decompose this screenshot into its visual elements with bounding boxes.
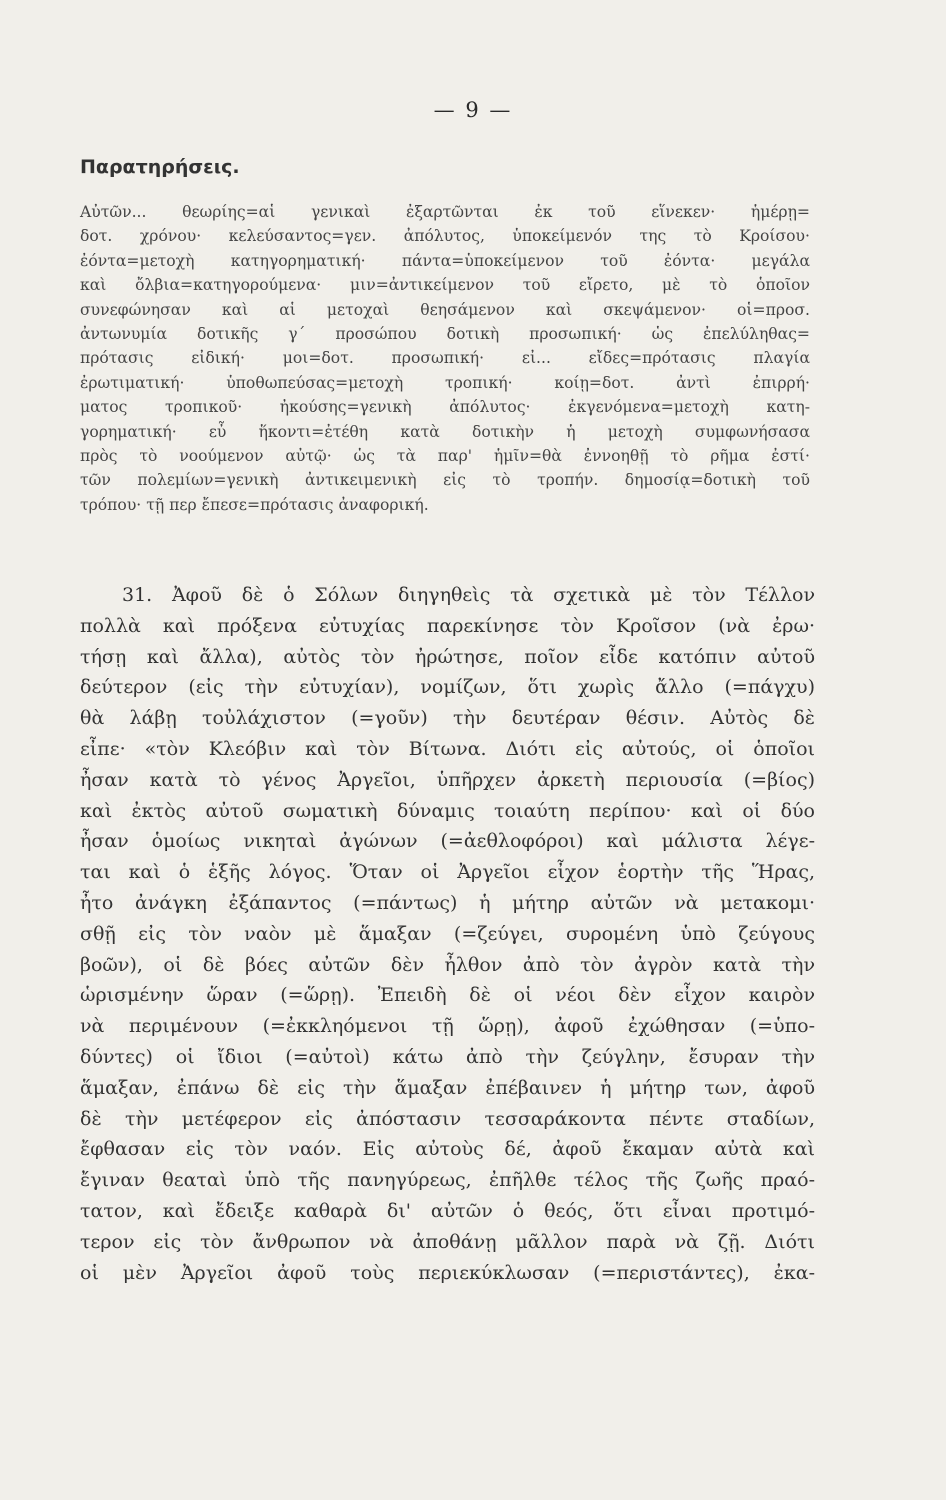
notes-line: τῶν πολεμίων=γενικὴ ἀντικειμενικὴ εἰς τὸ τροπήν. δημοσίᾳ=δοτικὴ τοῦ — [80, 471, 810, 490]
main-line: 31. Ἀφοῦ δὲ ὁ Σόλων διηγηθεὶς τὰ σχετικὰ μὲ τὸν Τέλλον — [122, 584, 815, 606]
main-line: τερον εἰς τὸν ἄνθρωπον νὰ ἀποθάνῃ μᾶλλον παρὰ νὰ ζῇ. Διότι — [80, 1230, 815, 1253]
main-line: ἅμαξαν, ἐπάνω δὲ εἰς τὴν ἅμαξαν ἐπέβαινεν ἡ μήτηρ των, ἀφοῦ — [80, 1076, 815, 1099]
main-line: καὶ ἐκτὸς αὐτοῦ σωματικὴ δύναμις τοιαύτη περίπου· καὶ οἱ δύο — [80, 799, 815, 822]
main-line: ἦτο ἀνάγκη ἐξάπαντος (=πάντως) ἡ μήτηρ αὐτῶν νὰ μετακομι· — [80, 891, 815, 914]
notes-heading: Παρατηρήσεις. — [80, 156, 240, 178]
main-line: ἦσαν κατὰ τὸ γένος Ἀργεῖοι, ὑπῆρχεν ἀρκετὴ περιουσία (=βίος) — [80, 768, 815, 791]
notes-line: τρόπου· τῇ περ ἔπεσε=πρότασις ἀναφορική. — [80, 495, 429, 514]
main-line: δύντες) οἱ ἴδιοι (=αὐτοὶ) κάτω ἀπὸ τὴν ζεύγλην, ἔσυραν τὴν — [80, 1045, 815, 1068]
main-line: ἔφθασαν εἰς τὸν ναόν. Εἰς αὐτοὺς δέ, ἀφοῦ ἔκαμαν αὐτὰ καὶ — [80, 1138, 815, 1161]
notes-line: πρότασις εἰδική· μοι=δοτ. προσωπική· εἰ... εἴδες=πρότασις πλαγία — [80, 349, 810, 368]
page-number: — 9 — — [433, 98, 513, 122]
main-line: πολλὰ καὶ πρόξενα εὐτυχίας παρεκίνησε τὸν Κροῖσον (νὰ ἐρω· — [80, 614, 815, 637]
main-line: τατον, καὶ ἔδειξε καθαρὰ δι' αὐτῶν ὁ θεός, ὅτι εἶναι προτιμό- — [80, 1199, 815, 1222]
notes-line: Αὐτῶν... θεωρίης=αἱ γενικαὶ ἐξαρτῶνται ἐκ τοῦ εἵνεκεν· ἡμέρῃ= — [80, 203, 810, 221]
main-line: οἱ μὲν Ἀργεῖοι ἀφοῦ τοὺς περιεκύκλωσαν (=περιστάντες), ἐκα- — [80, 1261, 815, 1284]
main-line: ἔγιναν θεαταὶ ὑπὸ τῆς πανηγύρεως, ἐπῆλθε τέλος τῆς ζωῆς πραό- — [80, 1169, 815, 1192]
notes-line: ἀντωνυμία δοτικῆς γ΄ προσώπου δοτικὴ προσωπική· ὡς ἐπελύληθας= — [80, 325, 810, 344]
main-line: δὲ τὴν μετέφερον εἰς ἀπόστασιν τεσσαράκοντα πέντε σταδίων, — [80, 1107, 815, 1130]
main-line: θὰ λάβῃ τοὐλάχιστον (=γοῦν) τὴν δευτέραν θέσιν. Αὐτὸς δὲ — [80, 707, 815, 730]
notes-line: ματος τροπικοῦ· ἠκούσης=γενικὴ ἀπόλυτος· ἐκγενόμενα=μετοχὴ κατη- — [80, 398, 810, 417]
main-line: σθῇ εἰς τὸν ναὸν μὲ ἅμαξαν (=ζεύγει, συρομένη ὑπὸ ζεύγους — [80, 922, 815, 945]
notes-line: ἐρωτιματική· ὑποθωπεύσας=μετοχὴ τροπική· κοίῃ=δοτ. ἀντὶ ἐπιρρή· — [80, 373, 810, 392]
notes-line: καὶ ὄλβια=κατηγορούμενα· μιν=ἀντικείμενον τοῦ εἴρετο, μὲ τὸ ὁποῖον — [80, 276, 810, 295]
main-text-block — [80, 580, 815, 1288]
notes-line: δοτ. χρόνου· κελεύσαντος=γεν. ἀπόλυτος, ὑποκείμενόν της τὸ Κροίσου· — [80, 227, 810, 246]
notes-line: συνεφώνησαν καὶ αἱ μετοχαὶ θεησάμενον καὶ σκεψάμενον· οἱ=προσ. — [80, 300, 810, 319]
main-line: βοῶν), οἱ δὲ βόες αὐτῶν δὲν ἦλθον ἀπὸ τὸν ἀγρὸν κατὰ τὴν — [80, 953, 815, 976]
main-line: δεύτερον (εἰς τὴν εὐτυχίαν), νομίζων, ὅτι χωρὶς ἄλλο (=πάγχυ) — [80, 676, 815, 699]
main-line: εἶπε· «τὸν Κλεόβιν καὶ τὸν Βίτωνα. Διότι εἰς αὐτούς, οἱ ὁποῖοι — [80, 737, 815, 760]
main-line: ὡρισμένην ὥραν (=ὥρῃ). Ἐπειδὴ δὲ οἱ νέοι δὲν εἶχον καιρὸν — [80, 984, 815, 1007]
notes-block — [80, 200, 810, 517]
main-line: νὰ περιμένουν (=ἐκκληόμενοι τῇ ὥρῃ), ἀφοῦ ἐχώθησαν (=ὑπο- — [80, 1015, 815, 1038]
notes-line: γορηματική· εὖ ἥκοντι=ἐτέθη κατὰ δοτικὴν ἡ μετοχὴ συμφωνήσασα — [80, 422, 810, 441]
main-line: ἦσαν ὁμοίως νικηταὶ ἀγώνων (=ἀεθλοφόροι) καὶ μάλιστα λέγε- — [80, 830, 815, 853]
main-line: τήσῃ καὶ ἄλλα), αὐτὸς τὸν ἠρώτησε, ποῖον εἶδε κατόπιν αὐτοῦ — [80, 645, 815, 668]
notes-line: ἐόντα=μετοχὴ κατηγορηματική· πάντα=ὑποκείμενον τοῦ ἐόντα· μεγάλα — [80, 251, 810, 270]
main-line: ται καὶ ὁ ἑξῆς λόγος. Ὅταν οἱ Ἀργεῖοι εἶχον ἑορτὴν τῆς Ἥρας, — [80, 861, 815, 884]
notes-line: πρὸς τὸ νοούμενον αὐτῷ· ὡς τὰ παρ' ἡμῖν=θὰ ἐννοηθῇ τὸ ρῆμα ἐστί· — [80, 447, 810, 466]
